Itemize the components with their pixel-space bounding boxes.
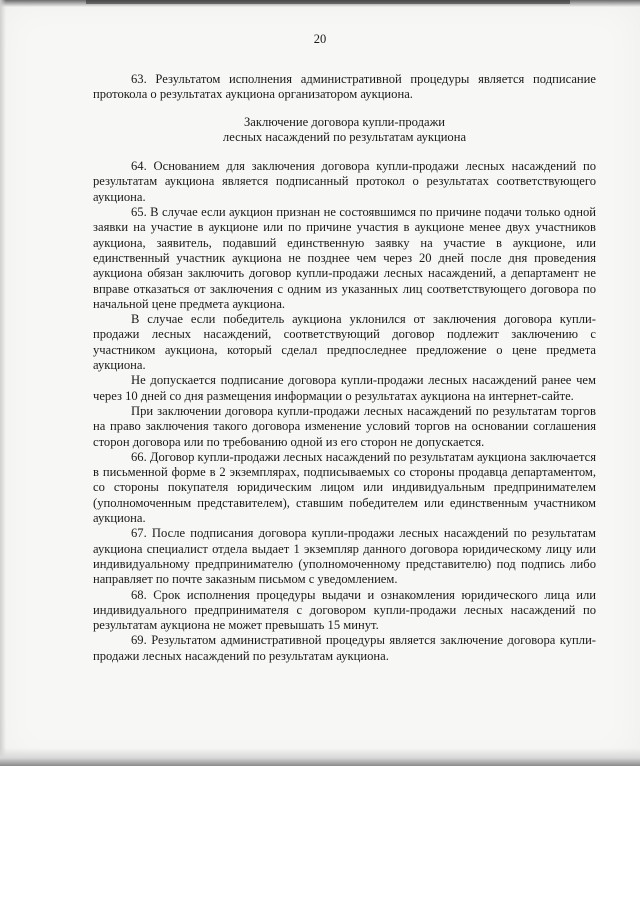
paragraph-67: 67. После подписания договора купли-продажи лесных насаждений по результатам аукциона специалист отдела выдает 1 экземпляр данного договора юридическому лицу или индивидуальному предпринимателю (уполномоченному представителю) под подпись либо направляет по почте заказным письмом с уведомлением.	[93, 526, 596, 587]
paragraph-69: 69. Результатом административной процедуры является заключение договора купли-продажи лесных насаждений по результатам аукциона.	[93, 633, 596, 663]
paragraph-65: 65. В случае если аукцион признан не состоявшимся по причине подачи только одной заявки на участие в аукционе или по причине участия в аукционе менее двух участников аукциона, заявитель, подавший единственную заявку на участие в аукционе, или единственный участник аукциона не позднее чем через 20 дней после дня проведения аукциона обязан заключить договор купли-продажи лесных насаждений, а департамент не вправе отказаться от заключения с одним из указанных лиц соответствующего договора по начальной цене предмета аукциона.	[93, 205, 596, 311]
paragraph-66: 66. Договор купли-продажи лесных насаждений по результатам аукциона заключается в письменной форме в 2 экземплярах, подписываемых со стороны продавца департаментом, со стороны покупателя юридическим лицом или индивидуальным предпринимателем (уполномоченным представителем), ставшим победителем или единственным участником аукциона.	[93, 449, 597, 526]
paragraph-65-winner-evasion: В случае если победитель аукциона уклонился от заключения договора купли-продажи лесных насаждений, соответствующий договор подлежит заключению с участником аукциона, который сделал предпоследнее предложение о цене предмета аукциона.	[93, 312, 596, 373]
paragraph-63: 63. Результатом исполнения административной процедуры является подписание протокола о результатах аукциона организатором аукциона.	[93, 72, 596, 102]
section-heading-line-2: лесных насаждений по результатам аукциона	[222, 129, 467, 144]
scan-bottom-edge	[0, 748, 640, 766]
paragraph-68: 68. Срок исполнения процедуры выдачи и ознакомления юридического лица или индивидуального предпринимателя с договором купли-продажи лесных насаждений по результатам аукциона не может превышать 15 минут.	[93, 587, 596, 633]
document-body	[93, 72, 596, 664]
paragraph-65-signing-delay: Не допускается подписание договора купли-продажи лесных насаждений ранее чем через 10 дней со дня размещения информации о результатах аукциона на интернет-сайте.	[93, 373, 596, 403]
scan-top-mark	[86, 0, 570, 4]
scan-left-edge	[0, 0, 6, 766]
page-number: 20	[313, 32, 327, 46]
section-heading-line-1: Заключение договора купли-продажи	[243, 114, 446, 129]
paragraph-64: 64. Основанием для заключения договора купли-продажи лесных насаждений по результатам аукциона является подписанный протокол о результатах соответствующего аукциона.	[93, 159, 596, 204]
section-heading	[93, 115, 596, 146]
paragraph-65-terms-change: При заключении договора купли-продажи лесных насаждений по результатам торгов на право заключения такого договора изменение условий торгов на основании соглашения сторон договора или по требованию одной из его сторон не допускается.	[93, 403, 596, 449]
